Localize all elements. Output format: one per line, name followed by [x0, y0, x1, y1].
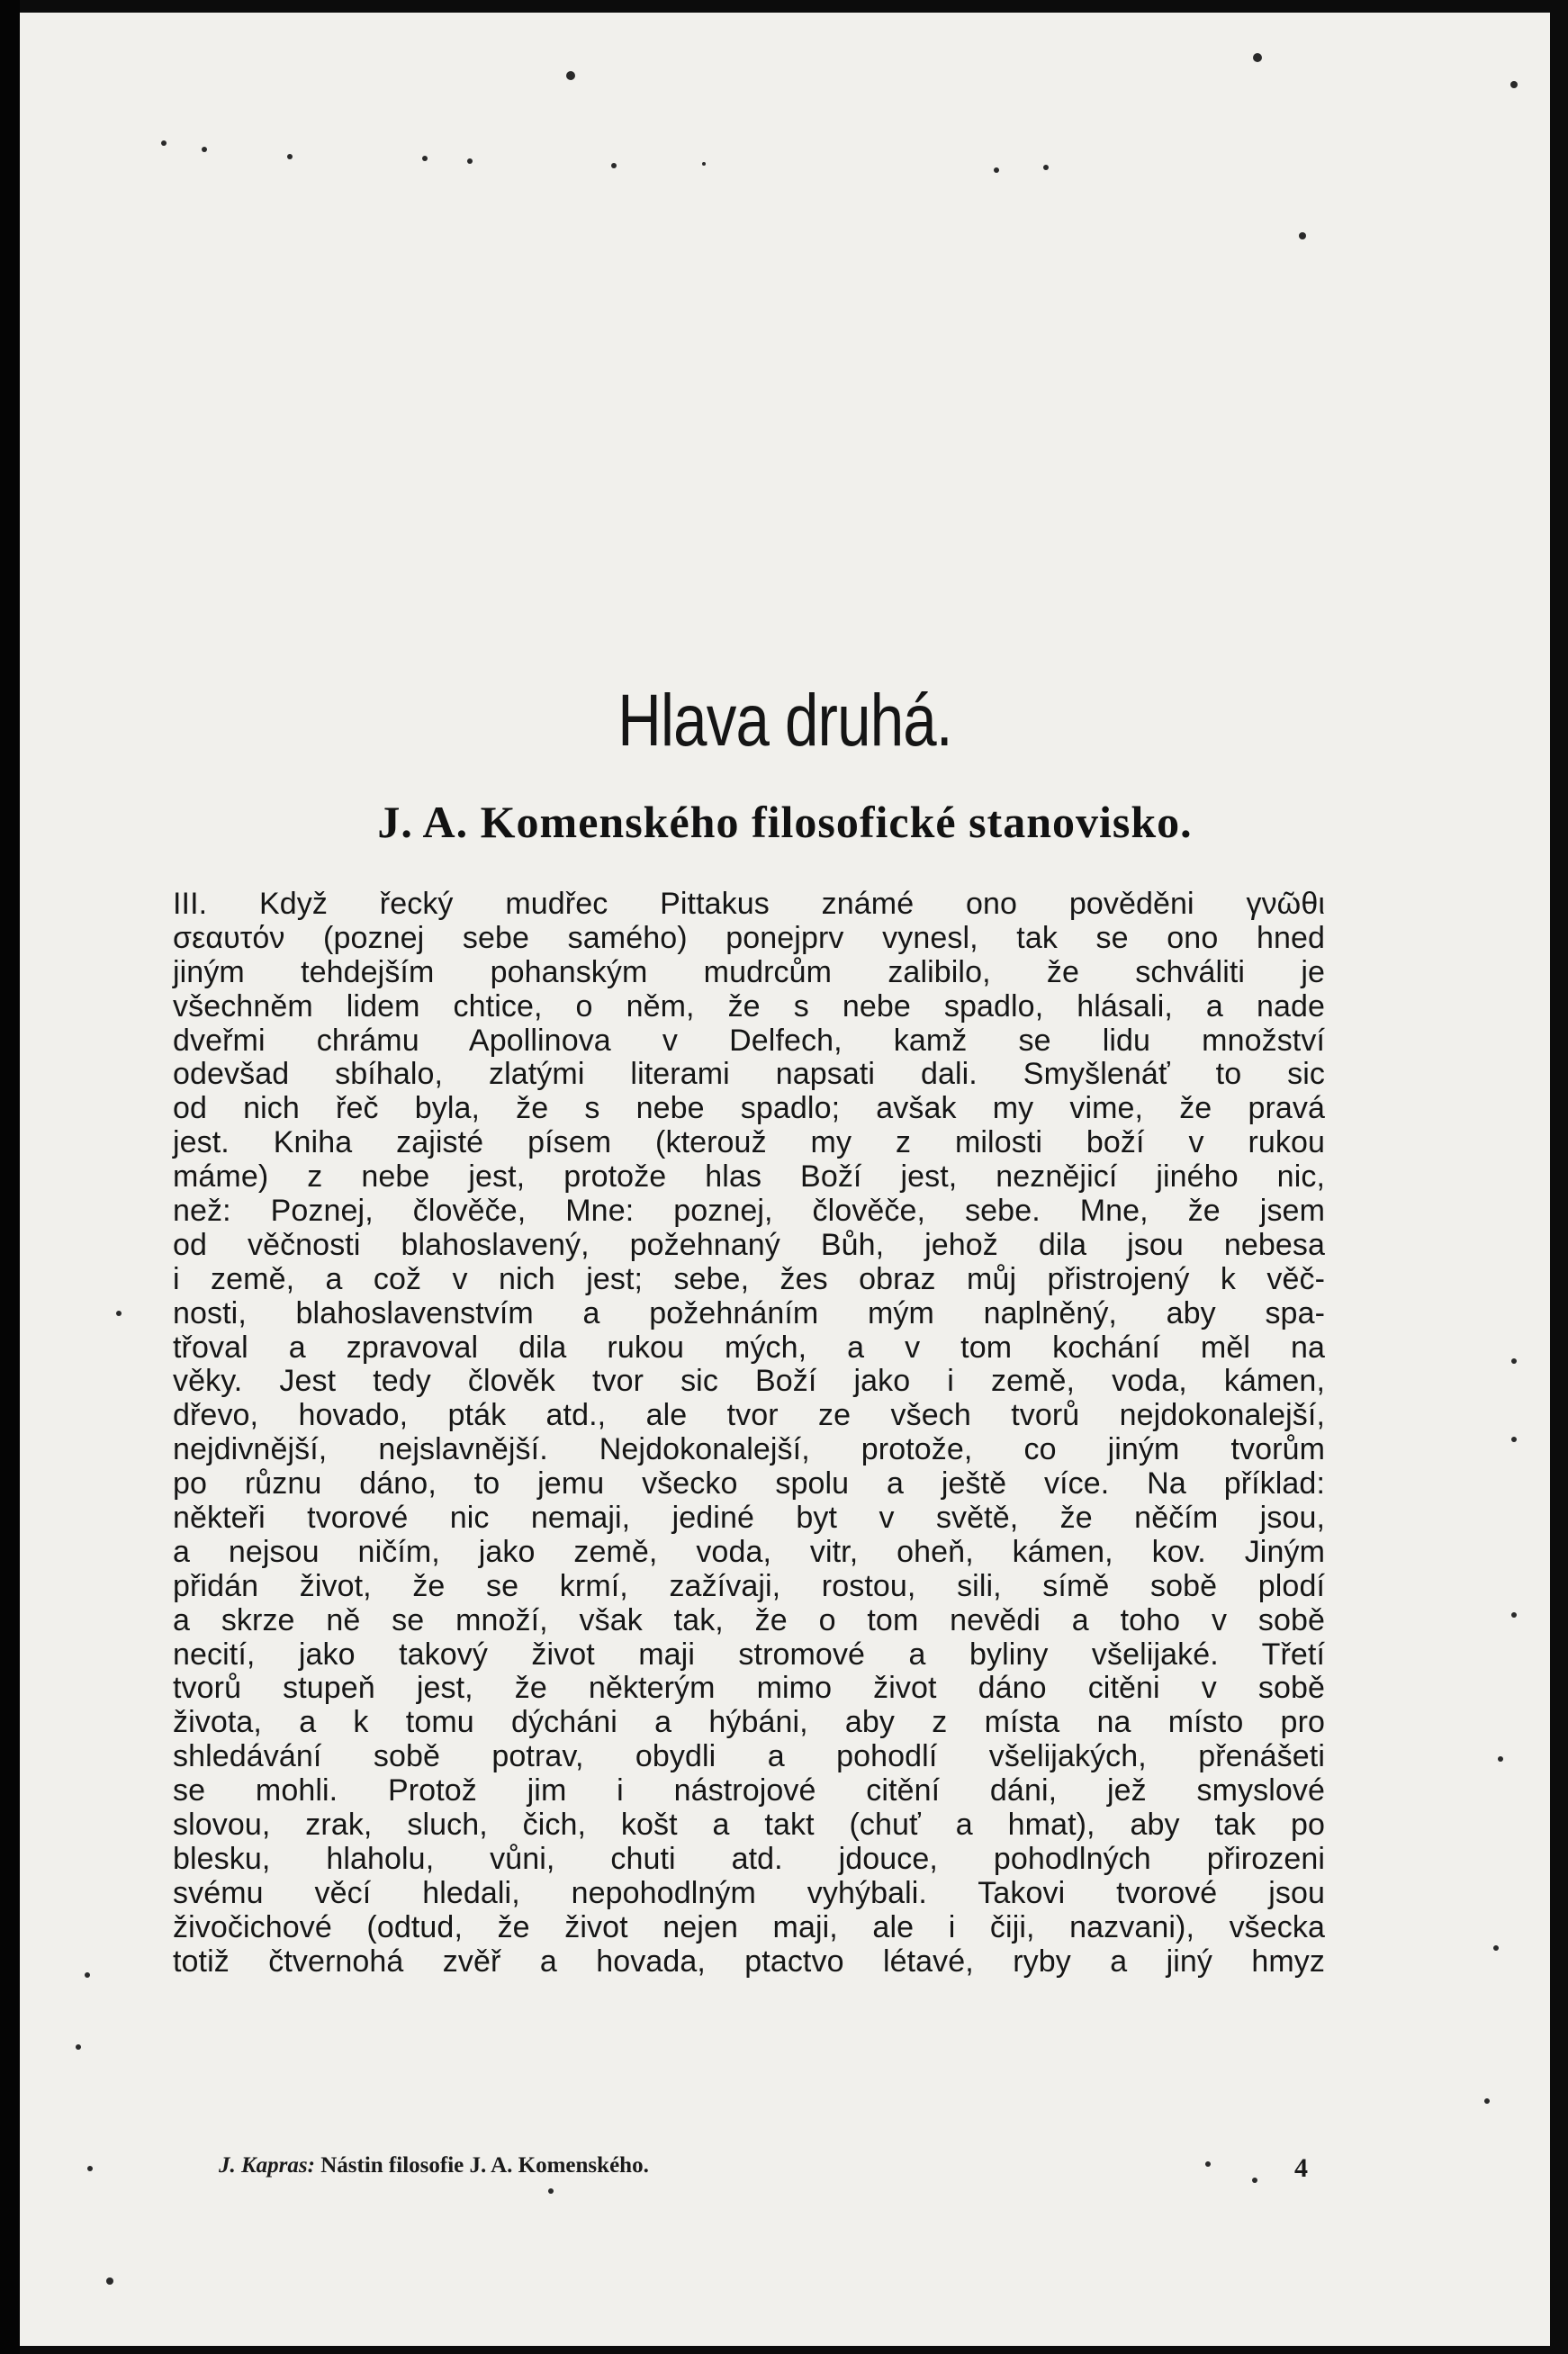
book-binding-edge: [0, 0, 20, 2354]
chapter-title: Hlava druhá.: [617, 680, 952, 762]
body-paragraph: [173, 888, 1325, 1980]
text-line: a nejsou ničím, jako země, voda, vitr, oheň, kámen, kov. Jiným: [173, 1534, 1325, 1569]
text-line: někteři tvorové nic nemaji, jediné byt v světě, že něčím jsou,: [173, 1501, 1325, 1536]
footer-author: J. Kapras:: [219, 2153, 315, 2178]
text-line: i země, a což v nich jest; sebe, žes obraz můj přistrojený k věč-: [173, 1261, 1325, 1296]
text-line: nejdivnější, nejslavnější. Nejdokonalejší, protože, co jiným tvorům: [173, 1432, 1325, 1467]
text-line: totiž čtvernohá zvěř a hovada, ptactvo létavé, ryby a jiný hmyz: [173, 1944, 1325, 1979]
text-line: od nich řeč byla, že s nebe spadlo; avšak my vime, že pravá: [173, 1091, 1325, 1126]
text-line: od věčnosti blahoslavený, požehnaný Bůh, jehož dila jsou nebesa: [173, 1227, 1325, 1262]
text-line: živočichové (odtud, že život nejen maji, ale i čiji, nazvani), všecka: [173, 1909, 1325, 1944]
text-line: nosti, blahoslavenstvím a požehnáním mým naplněný, aby spa-: [173, 1295, 1325, 1330]
text-line: všechněm lidem chtice, o něm, že s nebe spadlo, hlásali, a nade: [173, 988, 1325, 1024]
text-line: blesku, hlaholu, vůni, chuti atd. jdouce, pohodlných přirozeni: [173, 1841, 1325, 1876]
page-footer: [219, 2153, 1308, 2183]
page-number: 4: [1294, 2153, 1308, 2183]
text-line: jiným tehdejším pohanským mudrcům zalibilo, že schváliti je: [173, 954, 1325, 989]
text-line: a skrze ně se množí, však tak, že o tom nevědi a toho v sobě: [173, 1602, 1325, 1637]
text-line: odevšad sbíhalo, zlatými literami napsati dali. Smyšlenáť to sic: [173, 1057, 1325, 1092]
footer-work-title: Nástin filosofie J. A. Komenského.: [320, 2153, 649, 2178]
text-line: dřevo, hovado, pták atd., ale tvor ze všech tvorů nejdokonalejší,: [173, 1398, 1325, 1433]
section-title: J. A. Komenského filosofické stanovisko.: [377, 797, 1193, 847]
text-line: shledávání sobě potrav, obydli a pohodlí všelijakých, přenášeti: [173, 1739, 1325, 1774]
text-line: necití, jako takový život maji stromové a byliny všelijaké. Třetí: [173, 1637, 1325, 1672]
text-line: se mohli. Protož jim i nástrojové citění dáni, jež smyslové: [173, 1773, 1325, 1808]
text-line: σεαυτόν (poznej sebe samého) ponejprv vynesl, tak se ono hned: [173, 920, 1325, 955]
text-line: než: Poznej, člověče, Mne: poznej, člověče, sebe. Mne, že jsem: [173, 1194, 1325, 1229]
text-line: tvorů stupeň jest, že některým mimo život dáno citěni v sobě: [173, 1671, 1325, 1706]
text-line: třoval a zpravoval dila rukou mých, a v tom kochání měl na: [173, 1330, 1325, 1365]
text-line: III. Když řecký mudřec Pittakus známé ono pověděni γνῶθι: [173, 887, 1325, 921]
text-line: po různu dáno, to jemu všecko spolu a ještě více. Na příklad:: [173, 1466, 1325, 1502]
book-page: [20, 13, 1550, 2346]
text-line: svému věcí hledali, nepohodlným vyhýbali. Takovi tvorové jsou: [173, 1875, 1325, 1910]
text-line: slovou, zrak, sluch, čich, košt a takt (chuť a hmat), aby tak po: [173, 1808, 1325, 1843]
text-line: života, a k tomu dýcháni a hýbáni, aby z místa na místo pro: [173, 1705, 1325, 1740]
text-line: jest. Kniha zajisté písem (kterouž my z milosti boží v rukou: [173, 1125, 1325, 1160]
text-line: přidán život, že se krmí, zažívaji, rostou, sili, símě sobě plodí: [173, 1568, 1325, 1603]
text-line: dveřmi chrámu Apollinova v Delfech, kamž se lidu množství: [173, 1023, 1325, 1058]
text-line: věky. Jest tedy člověk tvor sic Boží jako i země, voda, kámen,: [173, 1364, 1325, 1399]
text-line: máme) z nebe jest, protože hlas Boží jest, neznějicí jiného nic,: [173, 1159, 1325, 1195]
